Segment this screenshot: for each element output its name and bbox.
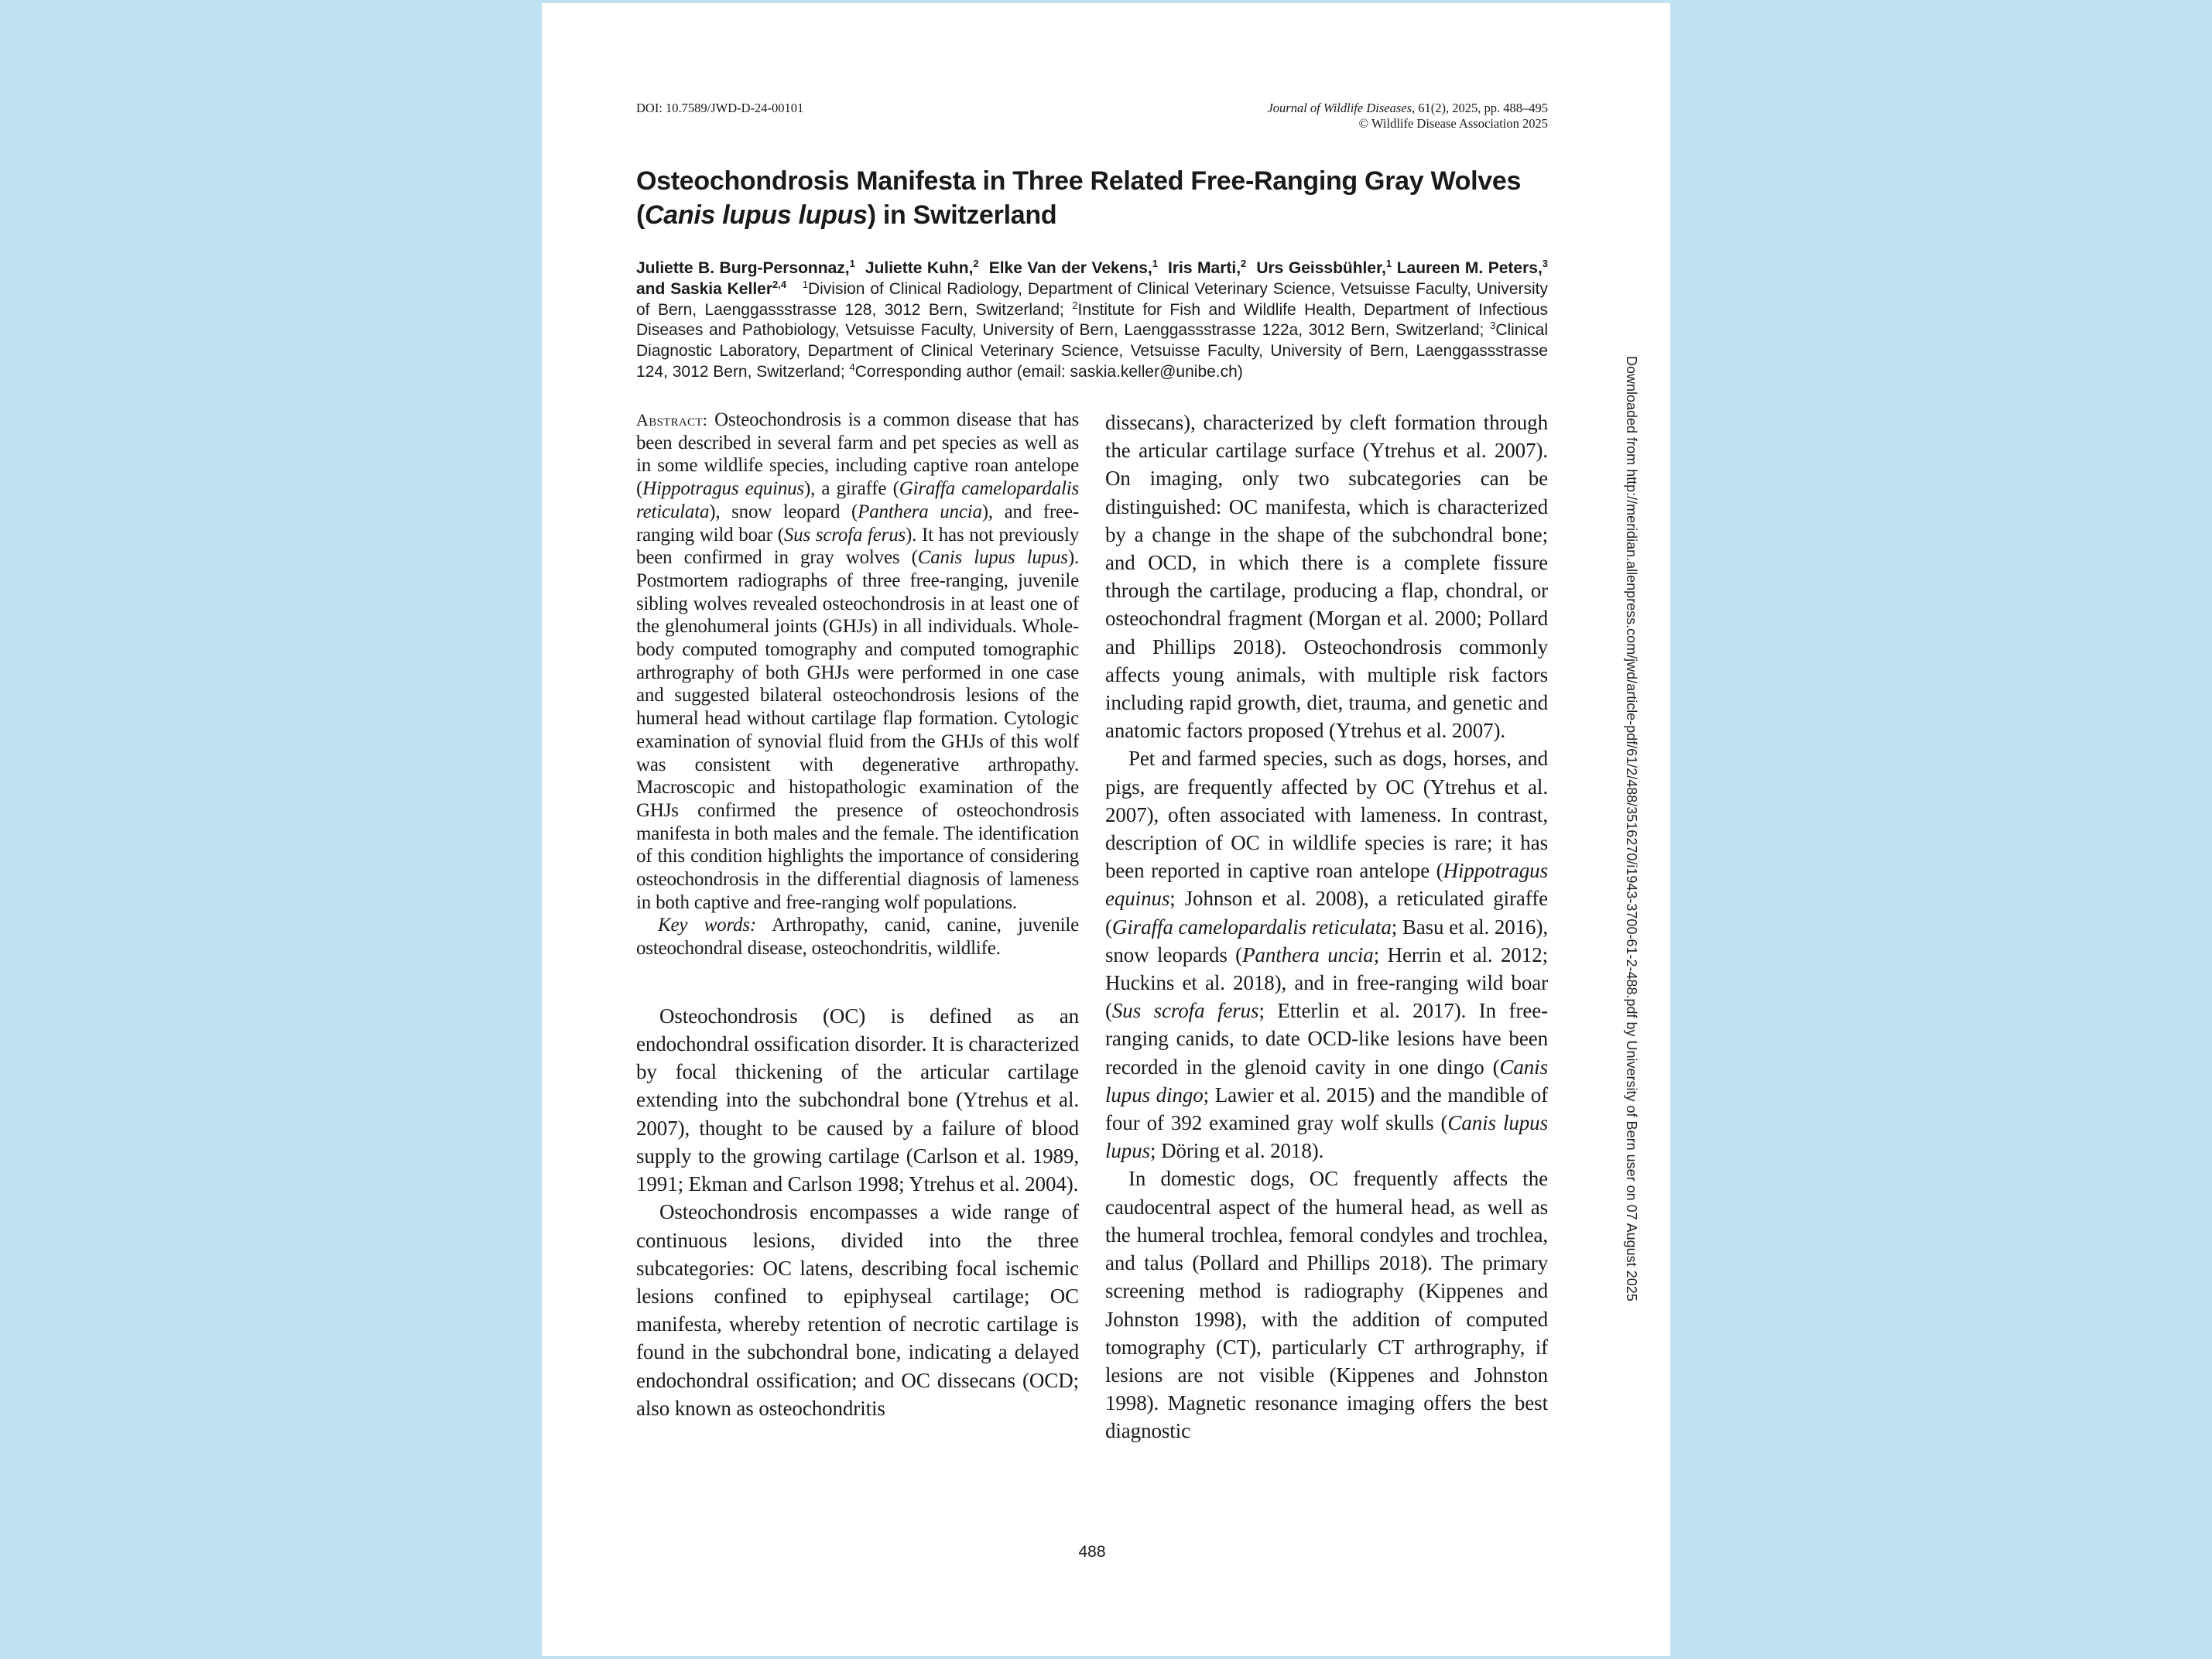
body-paragraph: In domestic dogs, OC frequently affects the caudocentral aspect of the humeral head, as well as the humeral trochlea, femoral condyles and trochlea, and talus (Pollard and Phillips 2018). The primary screening method is radiography (Kippenes and Johnston 1998), with the addition of computed tomography (CT), particularly CT arthrography, if lesions are not visible (Kippenes and Johnston 1998). Magnetic resonance imaging offers the best diagnostic xyxy=(1105,1167,1548,1443)
page-number: 488 xyxy=(1078,1543,1106,1561)
doi-text: DOI: 10.7589/JWD-D-24-00101 xyxy=(636,101,804,115)
body-paragraph: Osteochondrosis encompasses a wide range of continuous lesions, divided into the three subcategories: OC latens, describing focal ischemic lesions confined to epiphyseal cartilage; OC manifesta, whereby retention of necrotic cartilage is found in the subchondral bone, indicating a delayed endochondral ossification; and OC dissecans (OCD; also known as osteochondritis xyxy=(636,1200,1079,1420)
affiliation: $^4$Corresponding author (email: saskia.keller@unibe.ch) xyxy=(849,361,1243,381)
journal-volume: , 61(2), 2025, pp. 488–495 xyxy=(1412,101,1548,115)
author: Juliette B. Burg-Personnaz,$^1$ xyxy=(636,258,855,277)
abstract-label: Abstract: xyxy=(636,410,708,429)
keywords: Key words: Arthropathy, canid, canine, juvenile osteochondral disease, osteochondritis, wildlife. xyxy=(636,915,1079,959)
right-column xyxy=(1105,409,1548,1445)
author: Elke Van der Vekens,$^1$ xyxy=(988,258,1158,277)
author: Urs Geissbühler,$^1$ xyxy=(1256,258,1392,277)
left-column xyxy=(636,409,1079,1422)
author: Laureen M. Peters,$^3$ xyxy=(1396,258,1549,277)
journal-citation xyxy=(1267,101,1548,132)
keywords-label: Key words: xyxy=(658,915,757,936)
copyright-line: © Wildlife Disease Association 2025 xyxy=(1358,116,1548,131)
download-watermark: Downloaded from http://meridian.allenpress.com/jwd/article-pdf/61/2/488/3516270/i1943-3700-61-2-488.pdf by University of Bern user on 07 August 2025 xyxy=(1624,356,1639,1302)
title-part-2: ) in Switzerland xyxy=(867,200,1057,230)
author-block xyxy=(636,258,1548,383)
body-paragraph: Pet and farmed species, such as dogs, horses, and pigs, are frequently affected by OC (Ytrehus et al. 2007), often associated with lameness. In contrast, description of OC in wildlife species is rare; it has been reported in captive roan antelope (Hippotragus equinus; Johnson et al. 2008), a reticulated giraffe (Giraffa camelopardalis reticulata; Basu et al. 2016), snow leopards (Panthera uncia; Herrin et al. 2012; Huckins et al. 2018), and in free-ranging wild boar (Sus scrofa ferus; Etterlin et al. 2017). In free-ranging canids, to date OCD-like lesions have been recorded in the glenoid cavity in one dingo (Canis lupus dingo; Lawier et al. 2015) and the mandible of four of 392 examined gray wolf skulls (Canis lupus lupus; Döring et al. 2018). xyxy=(1105,747,1549,1163)
body-paragraph: Osteochondrosis (OC) is defined as an endochondral ossification disorder. It is characterized by focal thickening of the articular cartilage extending into the subchondral bone (Ytrehus et al. 2007), thought to be caused by a failure of blood supply to the growing cartilage (Carlson et al. 1989, 1991; Ekman and Carlson 1998; Ytrehus et al. 2004). xyxy=(636,1004,1079,1196)
author: Juliette Kuhn,$^2$ xyxy=(865,258,979,277)
affiliation: $^2$Institute for Fish and Wildlife Health, Department of Infectious Diseases and Pathobiology, Vetsuisse Faculty, University of Bern, Laenggassstrasse 122a, 3012 Bern, Switzerland; xyxy=(636,299,1548,340)
abstract: Abstract: Osteochondrosis is a common disease that has been described in several farm and pet species as well as in some wildlife species, including captive roan antelope (Hippotragus equinus), a giraffe (Giraffa camelopardalis reticulata), snow leopard (Panthera uncia), and free-ranging wild boar (Sus scrofa ferus). It has not previously been confirmed in gray wolves (Canis lupus lupus). Postmortem radiographs of three free-ranging, juvenile sibling wolves revealed osteochondrosis in at least one of the glenohumeral joints (GHJs) in all individuals. Whole-body computed tomography and computed tomographic arthrography of both GHJs were performed in one case and suggested bilateral osteochondrosis lesions of the humeral head without cartilage flap formation. Cytologic examination of synovial fluid from the GHJs of this wolf was consistent with degenerative arthropathy. Macroscopic and histopathologic examination of the GHJs confirmed the presence of osteochondrosis manifesta in both males and the female. The identification of this condition highlights the importance of considering osteochondrosis in the differential diagnosis of lameness in both captive and free-ranging wolf populations. xyxy=(636,409,1080,913)
title-part-1: Osteochondrosis Manifesta in Three Related Free-Ranging Gray Wolves ( xyxy=(636,166,1522,230)
body-paragraph: dissecans), characterized by cleft formation through the articular cartilage surface (Ytrehus et al. 2007). On imaging, only two subcategories can be distinguished: OC manifesta, which is characterized by a change in the shape of the subchondral bone; and OCD, in which there is a complete fissure through the cartilage, producing a flap, chondral, or osteochondral fragment (Morgan et al. 2000; Pollard and Phillips 2018). Osteochondrosis commonly affects young animals, with multiple risk factors including rapid growth, diet, trauma, and genetic and anatomic factors proposed (Ytrehus et al. 2007). xyxy=(1105,411,1548,743)
affiliation: $^1$Division of Clinical Radiology, Department of Clinical Veterinary Science, Vetsuisse Faculty, University of Bern, Laenggassstrasse 128, 3012 Bern, Switzerland; xyxy=(636,278,1548,319)
article-title xyxy=(636,164,1548,232)
author: and Saskia Keller$^{2,4}$ xyxy=(636,278,787,298)
affiliation: $^3$Clinical Diagnostic Laboratory, Department of Clinical Veterinary Science, Vetsuisse Faculty, University of Bern, Laenggassstrasse 124, 3012 Bern, Switzerland; xyxy=(636,320,1548,381)
author: Iris Marti,$^2$ xyxy=(1168,258,1247,277)
title-species: Canis lupus lupus xyxy=(645,200,868,230)
journal-name: Journal of Wildlife Diseases xyxy=(1267,101,1412,115)
article-page xyxy=(542,3,1670,1656)
